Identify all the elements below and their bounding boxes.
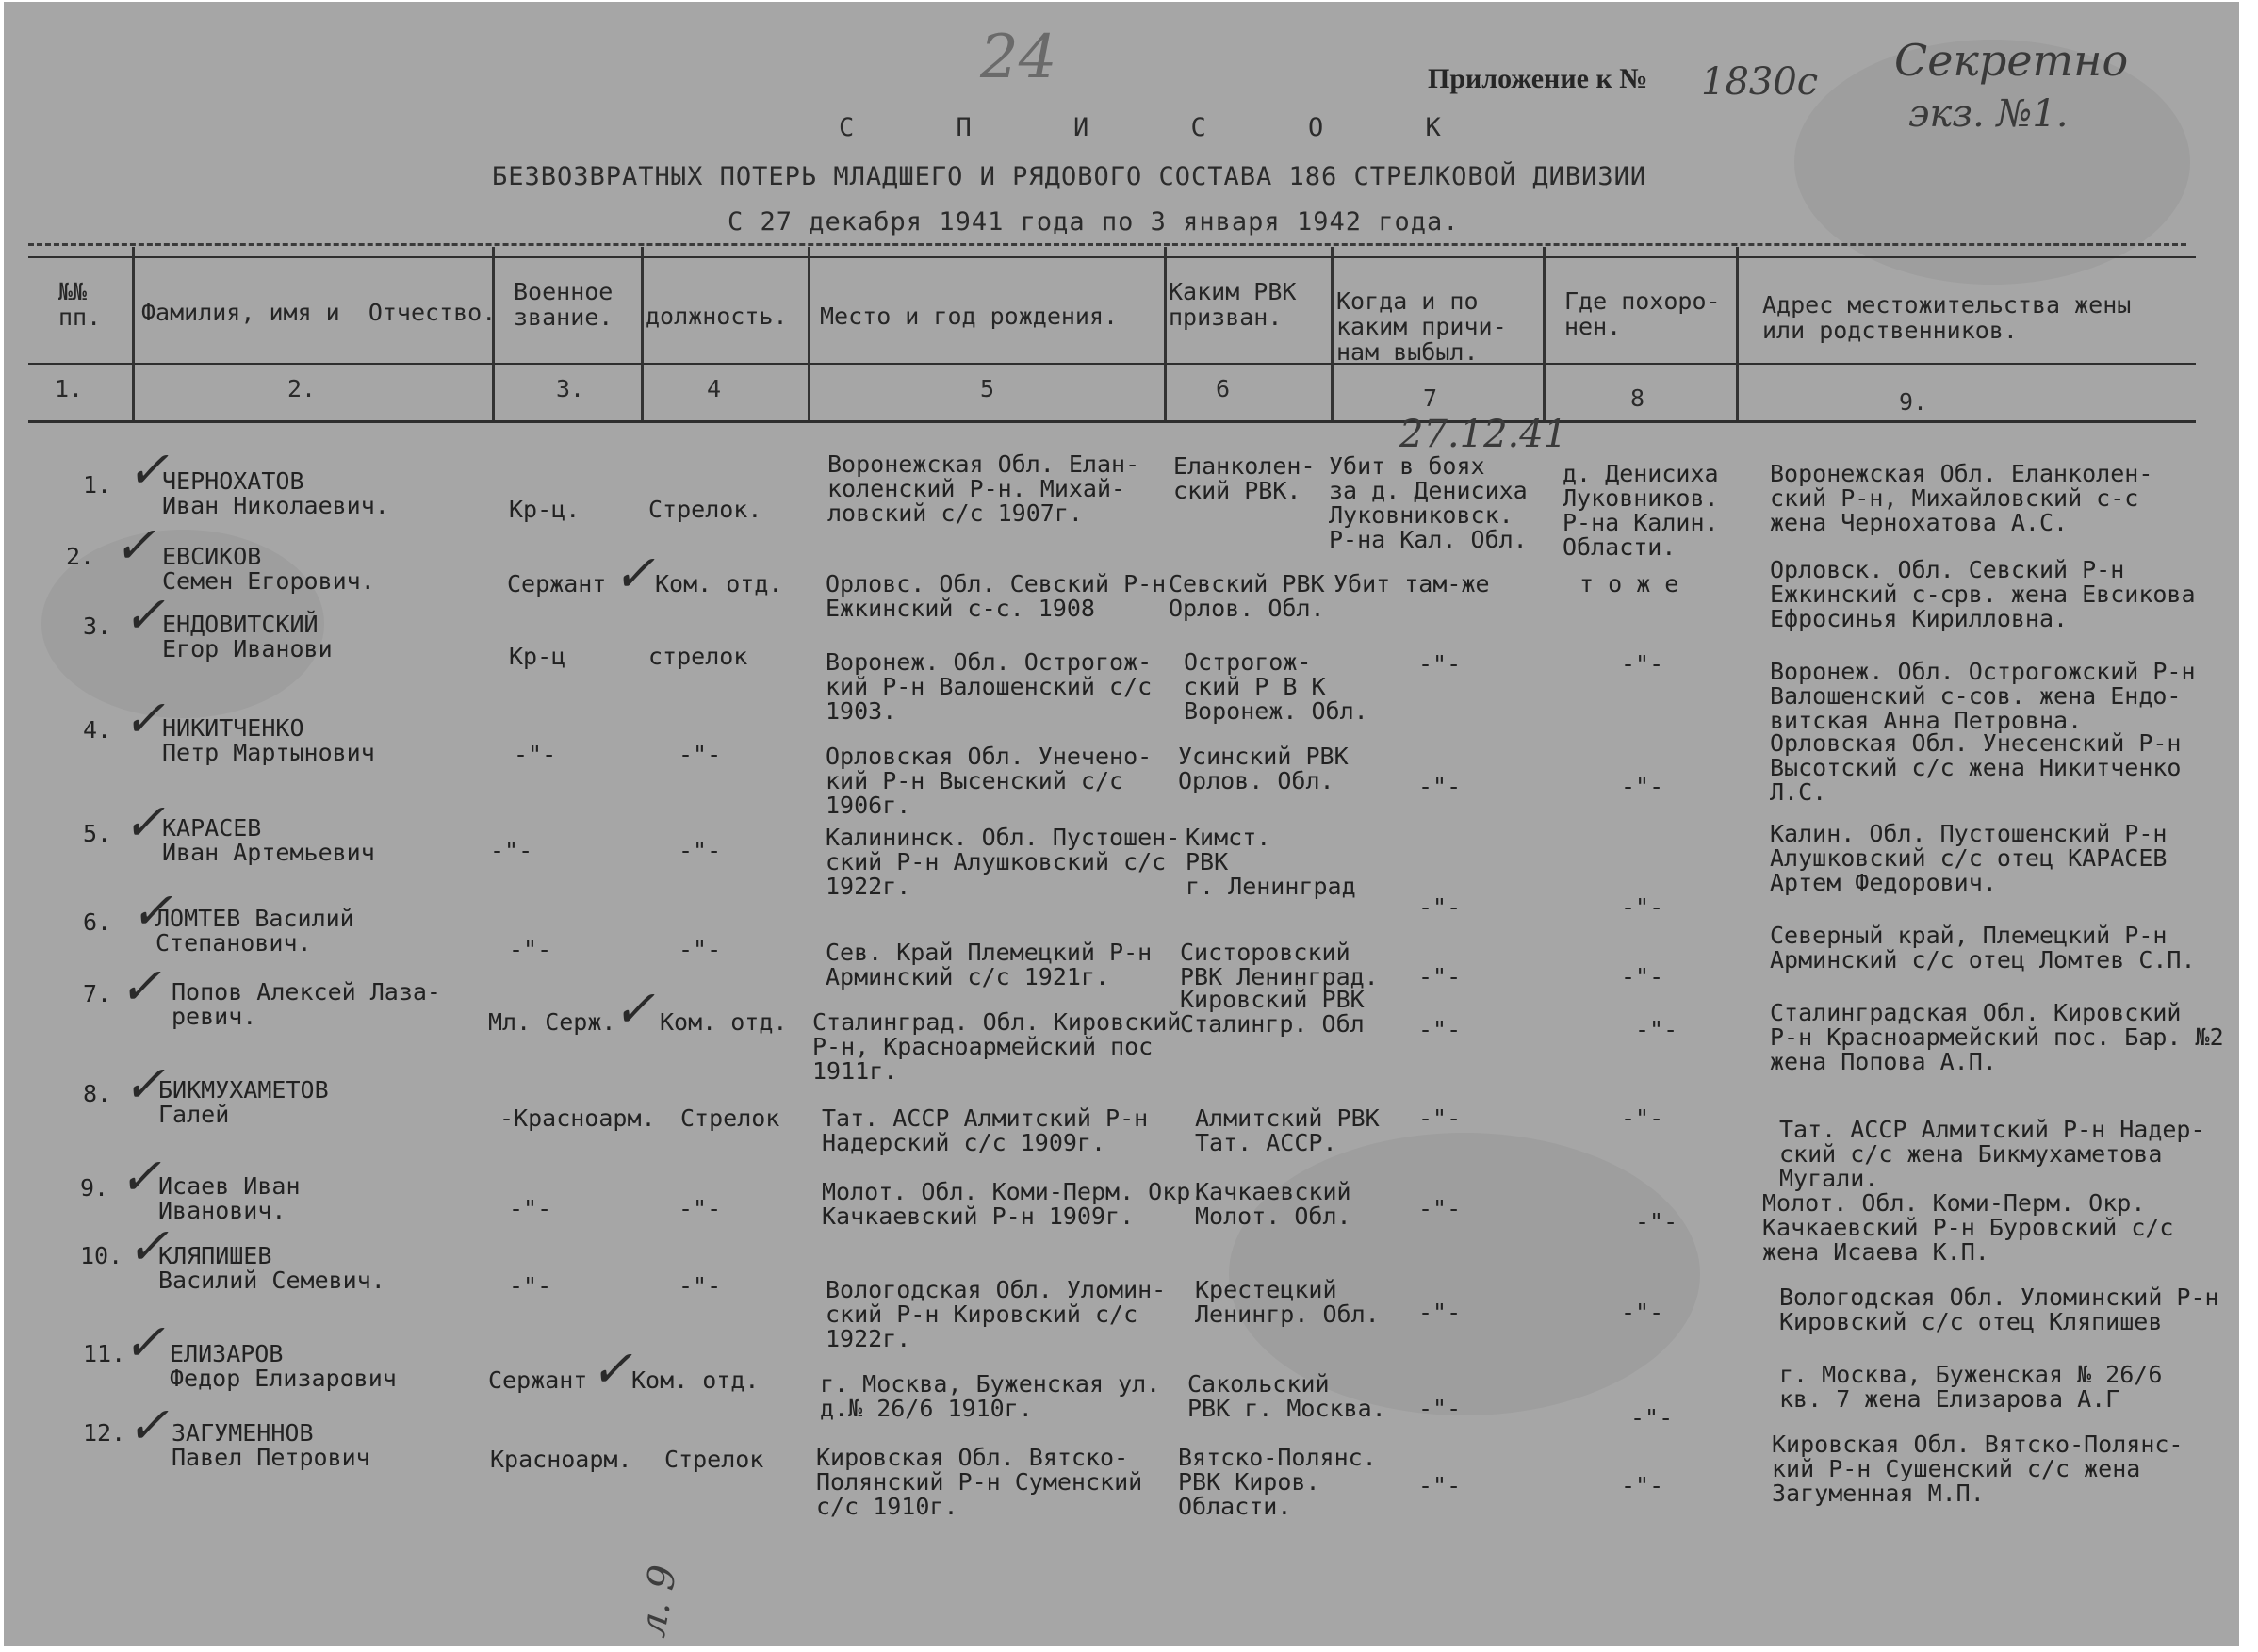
- relative-address: Калин. Обл. Пустошенский Р-н Алушковский с/с отец КАРАСЕВ Артем Федорович.: [1770, 820, 2168, 896]
- draft-office: Кировский РВК Сталингр. Обл: [1180, 986, 1365, 1038]
- document-period: С 27 декабря 1941 года по 3 января 1942 года.: [728, 207, 1460, 237]
- burial-place: -"-: [1621, 1299, 1664, 1326]
- row-number: 8.: [83, 1080, 112, 1107]
- check-mark-icon: ✓: [613, 979, 656, 1039]
- burial-place: -"-: [1621, 1104, 1664, 1132]
- document-title: С П И С О К: [839, 113, 1484, 142]
- check-mark-icon: ✓: [119, 1147, 162, 1206]
- draft-office: Кимст. РВК г. Ленинград: [1186, 824, 1356, 900]
- burial-place: т о ж е: [1579, 570, 1679, 597]
- column-number: 2.: [287, 375, 317, 402]
- column-header-address: Адрес местожительства жены или родственников.: [1762, 291, 2132, 344]
- draft-office: Острогож- ский Р В К Воронеж. Обл.: [1184, 648, 1368, 725]
- person-name: ЛОМТЕВ Василий Степанович.: [155, 905, 354, 957]
- column-header-birth: Место и год рождения.: [820, 303, 1119, 330]
- table-header-bottom-rule: [28, 420, 2196, 423]
- row-number: 7.: [83, 980, 112, 1007]
- relative-address: Воронеж. Обл. Острогожский Р-н Валошенский с-сов. жена Ендо- витская Анна Петровна.: [1770, 658, 2196, 734]
- check-mark-icon: ✓: [126, 1396, 170, 1455]
- draft-office: Качкаевский Молот. Обл.: [1195, 1178, 1351, 1230]
- person-name: КАРАСЕВ Иван Артемьевич: [162, 814, 375, 866]
- draft-office: Усинский РВК Орлов. Обл.: [1178, 743, 1349, 794]
- birth-place: Воронежская Обл. Елан- коленский Р-н. Михай- ловский с/с 1907г.: [827, 450, 1140, 527]
- draft-office: Алмитский РВК Тат. АССР.: [1195, 1104, 1380, 1156]
- column-header-position: должность.: [646, 303, 788, 330]
- archive-sheet-mark: л. 9: [630, 1562, 686, 1641]
- column-number: 1.: [55, 375, 84, 402]
- check-mark-icon: ✓: [613, 544, 656, 603]
- relative-address: Воронежская Обл. Еланколен- ский Р-н, Михайловский с-с жена Чернохатова А.С.: [1770, 460, 2153, 536]
- relative-address: Сталинградская Обл. Кировский Р-н Красноармейский пос. Бар. №2 жена Попова А.П.: [1770, 999, 2224, 1075]
- position: стрелок: [648, 643, 748, 670]
- column-header-departure: Когда и по каким причи- нам выбыл.: [1336, 287, 1507, 366]
- column-number: 4: [707, 375, 722, 402]
- birth-place: г. Москва, Буженская ул. д.№ 26/6 1910г.: [820, 1370, 1161, 1422]
- birth-place: Вологодская Обл. Уломин- ский Р-н Кировский с/с 1922г.: [826, 1276, 1167, 1352]
- birth-place: Сев. Край Племецкий Р-н Арминский с/с 1921г.: [826, 939, 1153, 990]
- birth-place: Орловс. Обл. Севский Р-н Ежкинский с-с. 1908: [826, 570, 1167, 622]
- person-name: КЛЯПИШЕВ Василий Семевич.: [158, 1242, 385, 1294]
- military-rank: -"-: [490, 837, 533, 864]
- row-number: 10.: [80, 1242, 123, 1269]
- check-mark-icon: ✓: [119, 957, 162, 1016]
- birth-place: Калининск. Обл. Пустошен- ский Р-н Алушковский с/с 1922г.: [826, 824, 1181, 900]
- person-name: Попов Алексей Лаза- ревич.: [172, 978, 441, 1030]
- departure-reason: Убит там-же: [1334, 570, 1490, 597]
- departure-reason: -"-: [1418, 1472, 1462, 1499]
- military-rank: Кр-ц.: [509, 496, 581, 523]
- column-number: 6: [1216, 375, 1231, 402]
- military-rank: Красноарм.: [490, 1446, 632, 1473]
- relative-address: г. Москва, Буженская № 26/6 кв. 7 жена Елизарова А.Г: [1779, 1361, 2163, 1413]
- person-name: ЕВСИКОВ Семен Егорович.: [162, 543, 375, 595]
- burial-place: -"-: [1621, 1472, 1664, 1499]
- relative-address: Молот. Обл. Коми-Перм. Окр. Качкаевский Р-н Буровский с/с жена Исаева К.П.: [1762, 1189, 2174, 1266]
- draft-office: Сакольский РВК г. Москва.: [1187, 1370, 1386, 1422]
- column-header-burial: Где похоро- нен.: [1564, 287, 1721, 340]
- copy-number: экз. №1.: [1908, 92, 2069, 136]
- burial-place: -"-: [1621, 773, 1664, 800]
- position: Ком. отд.: [631, 1366, 760, 1394]
- handwritten-date: 27.12.41: [1399, 413, 1568, 456]
- column-number: 3.: [556, 375, 585, 402]
- appendix-label: Приложение к №: [1428, 63, 1648, 94]
- draft-office: Систоровский РВК Ленинград.: [1180, 939, 1379, 990]
- check-mark-icon: ✓: [123, 689, 166, 748]
- position: Стрелок: [680, 1104, 780, 1132]
- person-name: Исаев Иван Иванович.: [158, 1172, 301, 1224]
- departure-reason: -"-: [1418, 1104, 1462, 1132]
- column-number: 7: [1423, 384, 1438, 412]
- position: Стрелок.: [648, 496, 762, 523]
- military-rank: -"-: [514, 741, 557, 768]
- military-rank: Кр-ц: [509, 643, 566, 670]
- column-number: 8: [1630, 384, 1645, 412]
- burial-place: -"-: [1635, 1208, 1678, 1235]
- position: -"-: [679, 1272, 722, 1300]
- person-name: БИКМУХАМЕТОВ Галей: [158, 1076, 329, 1128]
- military-rank: Мл. Серж.: [488, 1008, 616, 1036]
- row-number: 4.: [83, 716, 112, 744]
- row-number: 1.: [83, 471, 112, 499]
- page-number-mark: 24: [980, 23, 1057, 92]
- military-rank: -"-: [509, 1272, 552, 1300]
- column-divider: [1736, 247, 1739, 420]
- check-mark-icon: ✓: [590, 1339, 633, 1398]
- check-mark-icon: ✓: [123, 585, 166, 645]
- relative-address: Вологодская Обл. Уломинский Р-н Кировский с/с отец Кляпишев: [1779, 1284, 2219, 1335]
- position: Стрелок: [664, 1446, 764, 1473]
- position: -"-: [679, 936, 722, 963]
- birth-place: Тат. АССР Алмитский Р-н Надерский с/с 1909г.: [822, 1104, 1149, 1156]
- position: -"-: [679, 1195, 722, 1222]
- position: Ком. отд.: [655, 570, 783, 597]
- header-divider: [28, 363, 2196, 365]
- column-divider: [492, 247, 495, 420]
- row-number: 11.: [83, 1340, 126, 1367]
- person-name: ЧЕРНОХАТОВ Иван Николаевич.: [162, 467, 389, 519]
- person-name: ЕНДОВИТСКИЙ Егор Иванови: [162, 611, 333, 662]
- column-divider: [1331, 247, 1334, 420]
- column-divider: [132, 247, 135, 420]
- relative-address: Орловск. Обл. Севский Р-н Ежкинский с-срв. жена Евсикова Ефросинья Кирилловна.: [1770, 556, 2196, 632]
- column-header-name: Фамилия, имя и Отчество.: [141, 299, 497, 326]
- column-divider: [1164, 247, 1167, 420]
- departure-reason: -"-: [1418, 963, 1462, 990]
- military-rank: Сержант: [507, 570, 607, 597]
- row-number: 2.: [66, 543, 95, 570]
- military-rank: -Красноарм.: [499, 1104, 656, 1132]
- departure-reason: -"-: [1418, 773, 1462, 800]
- departure-reason: -"-: [1418, 1299, 1462, 1326]
- check-mark-icon: ✓: [113, 515, 156, 575]
- person-name: ЗАГУМЕННОВ Павел Петрович: [172, 1419, 370, 1471]
- check-mark-icon: ✓: [123, 1055, 166, 1114]
- departure-reason: -"-: [1418, 1395, 1462, 1422]
- relative-address: Тат. АССР Алмитский Р-н Надер- ский с/с жена Бикмухаметова Мугали.: [1779, 1116, 2205, 1192]
- burial-place: -"-: [1621, 893, 1664, 921]
- column-number: 9.: [1899, 388, 1928, 416]
- relative-address: Орловская Обл. Унесенский Р-н Высотский с/с жена Никитченко Л.С.: [1770, 729, 2182, 806]
- check-mark-icon: ✓: [130, 881, 173, 940]
- draft-office: Севский РВК Орлов. Обл.: [1169, 570, 1325, 622]
- relative-address: Северный край, Племецкий Р-н Арминский с/с отец Ломтев С.П.: [1770, 922, 2196, 973]
- column-divider: [808, 247, 810, 420]
- birth-place: Орловская Обл. Унечено- кий Р-н Высенский с/с 1906г.: [826, 743, 1153, 819]
- row-number: 12.: [83, 1419, 126, 1447]
- departure-reason: -"-: [1418, 1016, 1462, 1043]
- secret-stamp: Секретно: [1894, 35, 2129, 86]
- check-mark-icon: ✓: [123, 1313, 166, 1372]
- row-number: 3.: [83, 613, 112, 640]
- birth-place: Сталинград. Обл. Кировский Р-н, Красноармейский пос 1911г.: [812, 1008, 1182, 1085]
- burial-place: -"-: [1630, 1404, 1674, 1431]
- check-mark-icon: ✓: [126, 440, 170, 499]
- position: -"-: [679, 741, 722, 768]
- burial-place: -"-: [1621, 963, 1664, 990]
- position: -"-: [679, 837, 722, 864]
- departure-reason: -"-: [1418, 893, 1462, 921]
- person-name: НИКИТЧЕНКО Петр Мартынович: [162, 714, 375, 766]
- birth-place: Кировская Обл. Вятско- Полянский Р-н Суменский с/с 1910г.: [816, 1444, 1143, 1520]
- burial-place: д. Денисиха Луковников. Р-на Калин. Области.: [1563, 460, 1719, 561]
- draft-office: Крестецкий Ленингр. Обл.: [1195, 1276, 1380, 1328]
- appendix-number: 1830с: [1701, 60, 1819, 104]
- check-mark-icon: ✓: [126, 1217, 170, 1276]
- column-header-number: №№ пп.: [58, 278, 102, 331]
- birth-place: Молот. Обл. Коми-Перм. Окр. Качкаевский Р-н 1909г.: [822, 1178, 1205, 1230]
- military-rank: -"-: [509, 936, 552, 963]
- position: Ком. отд.: [660, 1008, 788, 1036]
- draft-office: Вятско-Полянс. РВК Киров. Области.: [1178, 1444, 1377, 1520]
- burial-place: -"-: [1635, 1016, 1678, 1043]
- column-number: 5: [980, 375, 995, 402]
- draft-office: Еланколен- ский РВК.: [1173, 452, 1316, 504]
- column-divider: [1543, 247, 1546, 420]
- birth-place: Воронеж. Обл. Острогож- кий Р-н Валошенский с/с 1903.: [826, 648, 1153, 725]
- check-mark-icon: ✓: [123, 793, 166, 852]
- person-name: ЕЛИЗАРОВ Федор Елизарович: [170, 1340, 397, 1392]
- departure-reason: Убит в боях за д. Денисиха Луковниковск. Р-на Кал. Обл.: [1329, 452, 1528, 553]
- column-header-rank: Военное звание.: [514, 278, 614, 331]
- burial-place: -"-: [1621, 650, 1664, 678]
- document-subtitle: БЕЗВОЗВРАТНЫХ ПОТЕРЬ МЛАДШЕГО И РЯДОВОГО СОСТАВА 186 СТРЕЛКОВОЙ ДИВИЗИИ: [492, 162, 1647, 191]
- table-top-rule: [28, 243, 2186, 246]
- column-divider: [641, 247, 644, 420]
- table-top-rule-2: [28, 256, 2196, 258]
- military-rank: -"-: [509, 1195, 552, 1222]
- military-rank: Сержант: [488, 1366, 588, 1394]
- column-header-rvk: Каким РВК призван.: [1169, 278, 1297, 331]
- departure-reason: -"-: [1418, 1195, 1462, 1222]
- row-number: 6.: [83, 908, 112, 936]
- departure-reason: -"-: [1418, 650, 1462, 678]
- row-number: 5.: [83, 820, 112, 847]
- row-number: 9.: [80, 1174, 109, 1202]
- relative-address: Кировская Обл. Вятско-Полянс- кий Р-н Сушенский с/с жена Загуменная М.П.: [1772, 1431, 2184, 1507]
